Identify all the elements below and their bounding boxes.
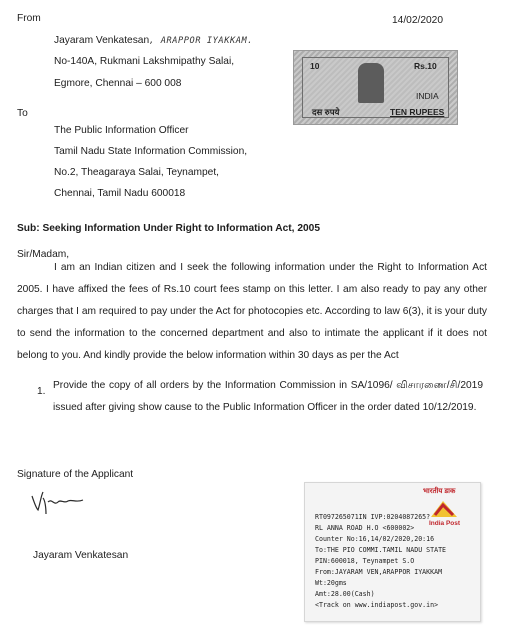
from-name	[54, 34, 253, 48]
receipt-line: From:JAYARAM VEN,ARAPPOR IYAKKAM	[315, 568, 443, 576]
receipt-line: Wt:20gms	[315, 579, 347, 587]
receipt-line: To:THE PIO COMMI.TAMIL NADU STATE	[315, 546, 447, 554]
receipt-line: RT097265071IN IVP:0204087265?	[315, 513, 431, 521]
stamp-english: TEN RUPEES	[390, 107, 445, 117]
stamp-right-value: Rs.10	[414, 61, 437, 71]
to-line1: The Public Information Officer	[54, 125, 189, 136]
logo-hindi: भारतीय डाक	[423, 488, 456, 495]
receipt-line: Counter No:16,14/02/2020,20:16	[315, 535, 435, 543]
list-item-text: Provide the copy of all orders by the Information Commission in SA/1096/ விசாரணை/சி/2019 issued after giving show cause to the Public Information Officer in the order dated 10/12/2019.	[53, 380, 483, 413]
from-label: From	[17, 13, 41, 24]
court-fee-stamp	[293, 50, 458, 125]
subject-line: Sub: Seeking Information Under Right to Information Act, 2005	[17, 223, 321, 234]
to-line2: Tamil Nadu State Information Commission,	[54, 146, 248, 157]
salutation: Sir/Madam,	[17, 249, 70, 260]
from-address-line1: No-140A, Rukmani Lakshmipathy Salai,	[54, 56, 235, 67]
logo-english: India Post	[429, 520, 461, 527]
from-name-handwritten: , ARAPPOR IYAKKAM.	[149, 36, 254, 46]
receipt-line: Amt:28.00(Cash)	[315, 590, 375, 598]
emblem-icon	[358, 63, 384, 103]
india-post-logo	[421, 487, 471, 531]
envelope-icon	[429, 497, 459, 519]
to-line3: No.2, Theagaraya Salai, Teynampet,	[54, 167, 219, 178]
body-paragraph: I am an Indian citizen and I seek the following information under the Right to Information Act 2005. I have affixed the fees of Rs.10 court fees stamp on this letter. I am also ready to pay any other charges that I am required to pay under the Act for photocopies etc. According to law 6(3), it is your duty to send the information to the concerned department and also to intimate the applicant if it does not belong to you. And kindly provide the below information within 30 days as per the Act	[17, 262, 487, 361]
receipt-line: RL ANNA ROAD H.O <600002>	[315, 524, 415, 532]
stamp-left-value: 10	[310, 61, 320, 71]
stamp-country: INDIA	[416, 91, 439, 101]
signature-label: Signature of the Applicant	[17, 469, 134, 480]
stamp-hindi: दस रुपये	[312, 107, 340, 117]
list-item-number: 1.	[37, 386, 46, 397]
signature-name: Jayaram Venkatesan	[33, 550, 129, 561]
from-name-typed: Jayaram Venkatesan	[54, 35, 150, 46]
from-address-line2: Egmore, Chennai – 600 008	[54, 78, 182, 89]
letter-date: 14/02/2020	[392, 15, 443, 26]
to-line4: Chennai, Tamil Nadu 600018	[54, 188, 186, 199]
receipt-line: <Track on www.indiapost.gov.in>	[315, 601, 439, 609]
handwritten-signature	[28, 488, 88, 520]
postal-receipt	[304, 482, 481, 622]
to-label: To	[17, 108, 28, 119]
receipt-line: PIN:600018, Teynampet S.O	[315, 557, 415, 565]
